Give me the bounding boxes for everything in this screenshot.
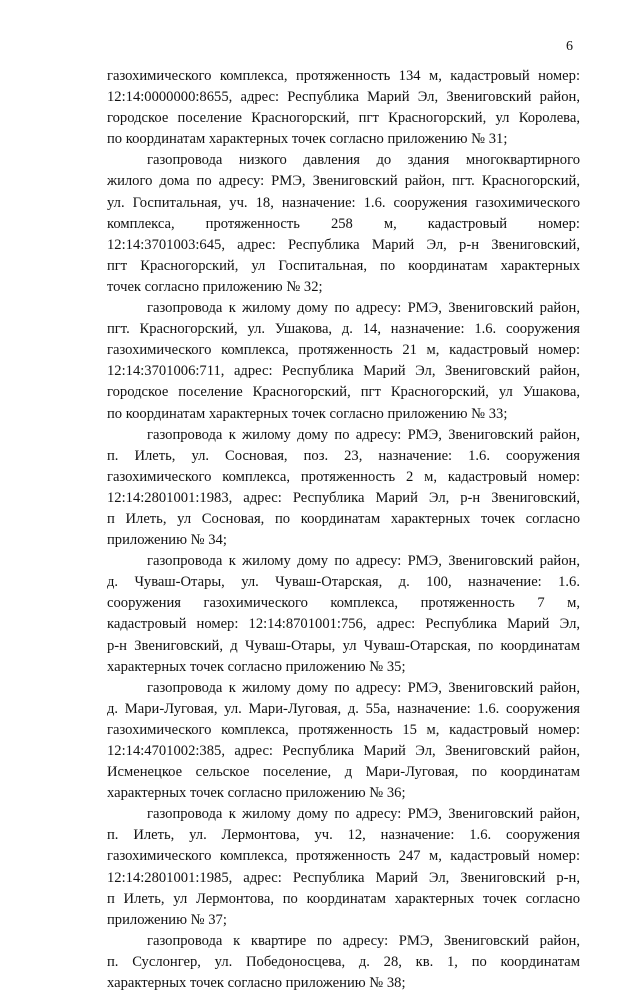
text-line: 12:14:3701003:645, адрес: Республика Марий Эл, р-н Звениговский, [107,236,580,253]
document-body [107,66,580,994]
text-line: сооружения газохимического комплекса, протяженность 7 м, [107,595,580,612]
paragraph [107,678,580,805]
text-line: п. Суслонгер, ул. Победоносцева, д. 28, кв. 1, по координатам [107,953,580,970]
text-line: городское поселение Красногорский, пгт Красногорский, ул Ушакова, [107,384,580,401]
text-line: точек согласно приложению № 32; [107,278,323,295]
text-line: газопровода к жилому дому по адресу: РМЭ, Звениговский район, [147,426,580,443]
text-line: п. Илеть, ул. Лермонтова, уч. 12, назначение: 1.6. сооружения [107,827,580,844]
text-line: газохимического комплекса, протяженность 21 м, кадастровый номер: [107,342,580,359]
text-line: ул. Госпитальная, уч. 18, назначение: 1.6. сооружения газохимического [107,194,580,211]
text-line: газопровода к жилому дому по адресу: РМЭ, Звениговский район, [147,553,580,570]
text-line: приложению № 34; [107,532,227,549]
text-line: характерных точек согласно приложению № 35; [107,658,406,675]
text-line: д. Мари-Луговая, ул. Мари-Луговая, д. 55а, назначение: 1.6. сооружения [107,700,580,717]
text-line: характерных точек согласно приложению № 38; [107,975,406,992]
text-line: по координатам характерных точек согласно приложению № 31; [107,131,508,148]
text-line: 12:14:3701006:711, адрес: Республика Марий Эл, Звениговский район, [107,363,580,380]
text-line: газохимического комплекса, протяженность 2 м, кадастровый номер: [107,468,580,485]
text-line: р-н Звениговский, д Чуваш-Отары, ул Чуваш-Отарская, по координатам [107,637,580,654]
text-line: жилого дома по адресу: РМЭ, Звениговский район, пгт. Красногорский, [107,173,580,190]
text-line: приложению № 37; [107,911,227,928]
text-line: п Илеть, ул Сосновая, по координатам характерных точек согласно [107,510,580,527]
paragraph [107,804,580,931]
paragraph [107,298,580,425]
text-line: газопровода низкого давления до здания многоквартирного [147,152,580,169]
text-line: Исменецкое сельское поселение, д Мари-Луговая, по координатам [107,764,580,781]
text-line: кадастровый номер: 12:14:8701001:756, адрес: Республика Марий Эл, [107,616,580,633]
paragraph [107,551,580,678]
text-line: городское поселение Красногорский, пгт Красногорский, ул Королева, [107,110,580,127]
text-line: 12:14:2801001:1985, адрес: Республика Марий Эл, Звениговский р-н, [107,869,580,886]
page-number: 6 [566,39,573,54]
text-line: д. Чуваш-Отары, ул. Чуваш-Отарская, д. 100, назначение: 1.6. [107,574,580,591]
text-line: 12:14:2801001:1983, адрес: Республика Марий Эл, р-н Звениговский, [107,489,580,506]
text-line: пгт Красногорский, ул Госпитальная, по координатам характерных [107,257,580,274]
paragraph [107,931,580,994]
text-line: пгт. Красногорский, ул. Ушакова, д. 14, назначение: 1.6. сооружения [107,321,580,338]
text-line: 12:14:4701002:385, адрес: Республика Марий Эл, Звениговский район, [107,743,580,759]
text-line: газопровода к квартире по адресу: РМЭ, Звениговский район, [147,932,580,949]
text-line: газохимического комплекса, протяженность 134 м, кадастровый номер: [107,68,580,84]
text-line: газопровода к жилому дому по адресу: РМЭ, Звениговский район, [147,806,580,823]
text-line: по координатам характерных точек согласно приложению № 33; [107,405,508,422]
text-line: п Илеть, ул Лермонтова, по координатам характерных точек согласно [107,890,580,907]
text-line: комплекса, протяженность 258 м, кадастровый номер: [107,215,580,232]
text-line: газопровода к жилому дому по адресу: РМЭ, Звениговский район, [147,300,580,317]
paragraph [107,150,580,298]
paragraph [107,66,580,150]
paragraph [107,425,580,552]
text-line: газохимического комплекса, протяженность 15 м, кадастровый номер: [107,721,580,738]
text-line: характерных точек согласно приложению № 36; [107,785,406,802]
text-line: 12:14:0000000:8655, адрес: Республика Марий Эл, Звениговский район, [107,89,580,106]
text-line: газохимического комплекса, протяженность 247 м, кадастровый номер: [107,848,580,865]
text-line: газопровода к жилому дому по адресу: РМЭ, Звениговский район, [147,679,580,696]
text-line: п. Илеть, ул. Сосновая, поз. 23, назначение: 1.6. сооружения [107,447,580,464]
